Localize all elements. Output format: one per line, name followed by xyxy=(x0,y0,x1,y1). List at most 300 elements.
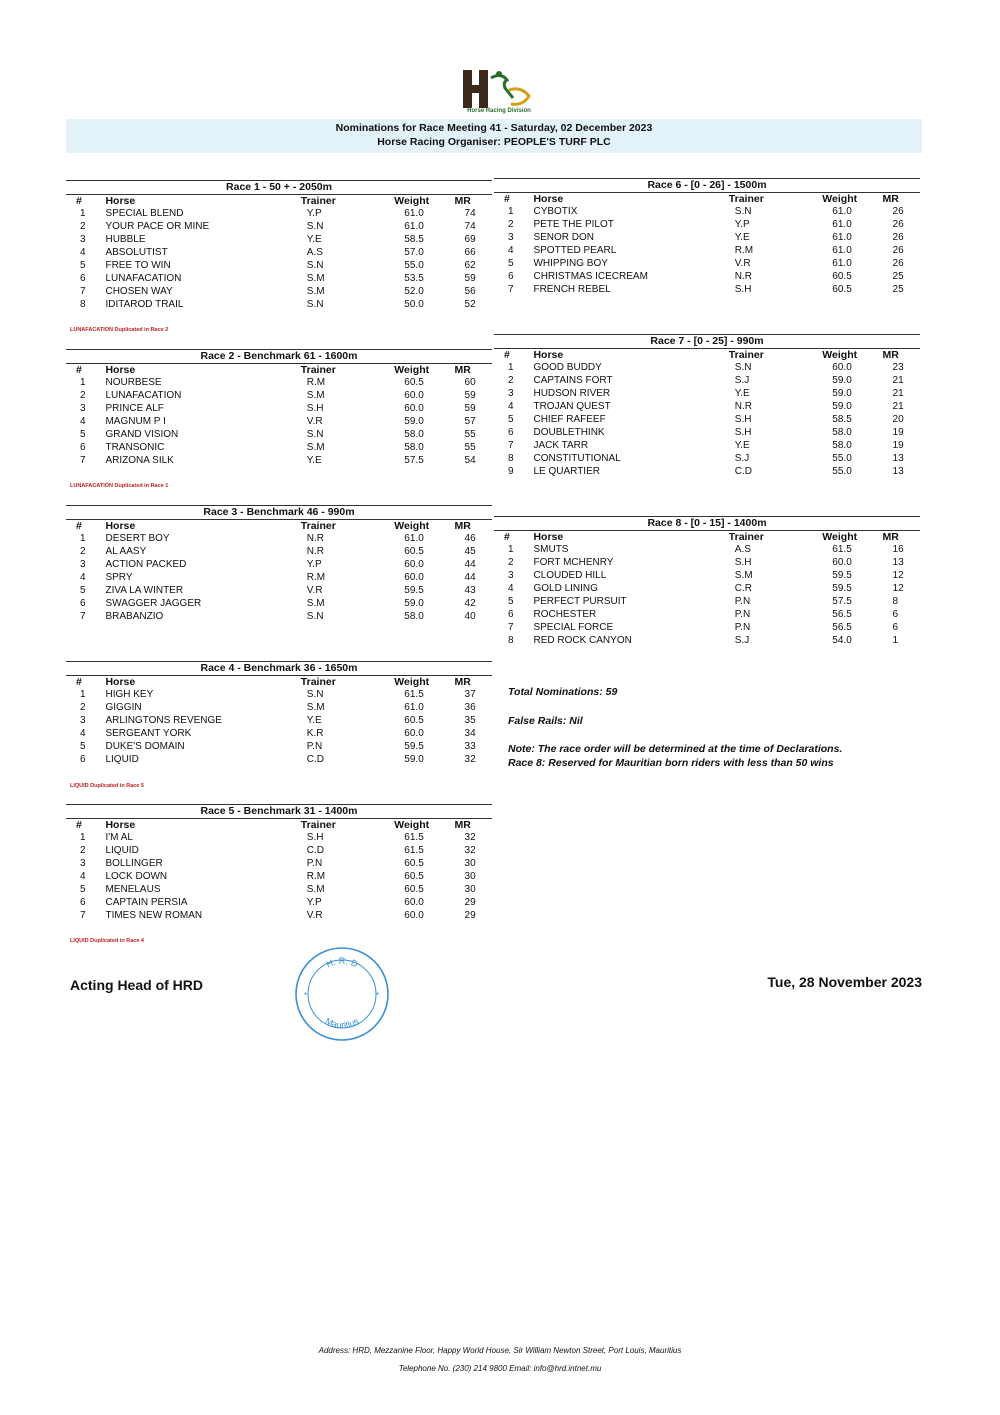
horse-name: LUNAFACATION xyxy=(105,390,182,401)
merit-rating: 13 xyxy=(892,466,904,477)
table-row xyxy=(66,909,492,922)
merit-rating: 74 xyxy=(464,208,476,219)
trainer: S.M xyxy=(306,598,325,609)
trainer: S.N xyxy=(306,689,324,700)
column-header-horse: Horse xyxy=(533,531,564,543)
runner-number: 1 xyxy=(80,689,86,700)
table-row xyxy=(66,584,492,597)
horse-name: FORT MCHENRY xyxy=(533,557,614,568)
weight: 61.0 xyxy=(832,206,852,217)
merit-rating: 25 xyxy=(892,271,904,282)
table-row xyxy=(494,387,920,400)
horse-name: IDITAROD TRAIL xyxy=(105,299,184,310)
horse-name: SMUTS xyxy=(533,544,569,555)
runner-number: 3 xyxy=(80,715,86,726)
trainer: A.S xyxy=(306,247,323,258)
race-4-block xyxy=(66,661,492,766)
merit-rating: 1 xyxy=(892,635,899,646)
merit-rating: 74 xyxy=(464,221,476,232)
horse-name: RED ROCK CANYON xyxy=(533,635,632,646)
horse-name: CONSTITUTIONAL xyxy=(533,453,621,464)
column-header-trainer: Trainer xyxy=(300,364,336,376)
duplicate-note: LIQUID Duplicated in Race 5 xyxy=(70,783,144,789)
weight: 60.5 xyxy=(404,858,424,869)
table-row xyxy=(66,246,492,259)
horse-name: LUNAFACATION xyxy=(105,273,182,284)
trainer: N.R xyxy=(306,533,325,544)
horse-name: SPECIAL BLEND xyxy=(105,208,184,219)
weight: 60.0 xyxy=(832,362,852,373)
merit-rating: 42 xyxy=(464,598,476,609)
runner-number: 3 xyxy=(508,232,514,243)
organiser-title: Horse Racing Organiser: PEOPLE'S TURF PLC xyxy=(377,136,611,148)
weight: 59.0 xyxy=(832,401,852,412)
column-header-weight: Weight xyxy=(394,364,430,376)
weight: 58.0 xyxy=(404,429,424,440)
weight: 61.0 xyxy=(832,258,852,269)
horse-name: JACK TARR xyxy=(533,440,589,451)
merit-rating: 32 xyxy=(464,832,476,843)
table-row xyxy=(494,231,920,244)
column-header-mr: MR xyxy=(454,195,471,207)
race-6-block xyxy=(494,178,920,296)
signatory-title: Acting Head of HRD xyxy=(70,977,203,993)
weight: 61.5 xyxy=(404,845,424,856)
race-title: Race 8 - [0 - 15] - 1400m xyxy=(494,516,920,531)
horse-name: GIGGIN xyxy=(105,702,142,713)
runner-number: 1 xyxy=(508,362,514,373)
table-row xyxy=(66,376,492,389)
horse-name: CLOUDED HILL xyxy=(533,570,607,581)
runner-number: 3 xyxy=(80,559,86,570)
merit-rating: 26 xyxy=(892,232,904,243)
merit-rating: 12 xyxy=(892,570,904,581)
table-header-row xyxy=(494,349,920,361)
table-row xyxy=(66,883,492,896)
column-header-horse: Horse xyxy=(105,520,136,532)
table-row xyxy=(494,465,920,478)
race-table xyxy=(66,676,492,766)
column-header-mr: MR xyxy=(882,531,899,543)
runner-number: 1 xyxy=(508,544,514,555)
column-header-num: # xyxy=(76,364,82,376)
weight: 59.0 xyxy=(404,754,424,765)
merit-rating: 40 xyxy=(464,611,476,622)
merit-rating: 44 xyxy=(464,559,476,570)
runner-number: 2 xyxy=(508,375,514,386)
trainer: S.N xyxy=(734,206,752,217)
trainer: P.N xyxy=(306,858,323,869)
merit-rating: 16 xyxy=(892,544,904,555)
trainer: S.M xyxy=(306,273,325,284)
column-header-weight: Weight xyxy=(394,195,430,207)
svg-text:Mauritius xyxy=(324,1016,361,1030)
weight: 59.5 xyxy=(832,570,852,581)
runner-number: 2 xyxy=(80,546,86,557)
weight: 60.0 xyxy=(404,572,424,583)
weight: 57.0 xyxy=(404,247,424,258)
table-row xyxy=(66,727,492,740)
weight: 60.0 xyxy=(404,728,424,739)
trainer: C.R xyxy=(734,583,753,594)
weight: 59.5 xyxy=(404,741,424,752)
column-header-horse: Horse xyxy=(533,193,564,205)
merit-rating: 55 xyxy=(464,442,476,453)
table-row xyxy=(66,701,492,714)
weight: 55.0 xyxy=(832,453,852,464)
runner-number: 6 xyxy=(80,442,86,453)
trainer: S.H xyxy=(734,414,752,425)
column-header-weight: Weight xyxy=(394,520,430,532)
trainer: S.M xyxy=(306,390,325,401)
table-row xyxy=(66,207,492,220)
race-8-block xyxy=(494,516,920,647)
race-table xyxy=(66,195,492,311)
column-header-weight: Weight xyxy=(822,349,858,361)
race-2-block xyxy=(66,349,492,467)
table-row xyxy=(66,714,492,727)
runner-number: 4 xyxy=(508,583,514,594)
svg-text:*: * xyxy=(376,991,380,1000)
horse-name: LE QUARTIER xyxy=(533,466,600,477)
runner-number: 2 xyxy=(508,557,514,568)
horse-name: WHIPPING BOY xyxy=(533,258,608,269)
table-row xyxy=(66,220,492,233)
table-row xyxy=(66,753,492,766)
merit-rating: 30 xyxy=(464,884,476,895)
weight: 61.0 xyxy=(404,208,424,219)
duplicate-note: LUNAFACATION Duplicated in Race 2 xyxy=(70,327,169,333)
trainer: N.R xyxy=(734,401,753,412)
merit-rating: 26 xyxy=(892,206,904,217)
runner-number: 4 xyxy=(80,728,86,739)
runner-number: 2 xyxy=(80,702,86,713)
merit-rating: 8 xyxy=(892,596,899,607)
table-row xyxy=(66,402,492,415)
column-header-num: # xyxy=(504,531,510,543)
runner-number: 6 xyxy=(80,598,86,609)
column-header-weight: Weight xyxy=(822,531,858,543)
table-row xyxy=(66,272,492,285)
trainer: N.R xyxy=(734,271,753,282)
merit-rating: 36 xyxy=(464,702,476,713)
merit-rating: 32 xyxy=(464,845,476,856)
table-row xyxy=(66,233,492,246)
column-header-num: # xyxy=(504,349,510,361)
column-header-trainer: Trainer xyxy=(300,676,336,688)
runner-number: 1 xyxy=(80,208,86,219)
merit-rating: 43 xyxy=(464,585,476,596)
logo-caption: Horse Racing Division xyxy=(467,108,531,114)
horse-name: LOCK DOWN xyxy=(105,871,168,882)
total-nominations: Total Nominations: 59 xyxy=(508,686,618,698)
trainer: Y.P xyxy=(306,208,322,219)
weight: 61.0 xyxy=(832,245,852,256)
trainer: R.M xyxy=(306,572,326,583)
table-row xyxy=(494,283,920,296)
merit-rating: 59 xyxy=(464,273,476,284)
runner-number: 4 xyxy=(80,572,86,583)
runner-number: 5 xyxy=(508,596,514,607)
weight: 61.0 xyxy=(832,232,852,243)
horse-name: HUDSON RIVER xyxy=(533,388,611,399)
weight: 60.0 xyxy=(404,390,424,401)
table-row xyxy=(66,597,492,610)
merit-rating: 20 xyxy=(892,414,904,425)
runner-number: 1 xyxy=(80,377,86,388)
trainer: S.M xyxy=(734,570,753,581)
weight: 60.5 xyxy=(832,271,852,282)
merit-rating: 19 xyxy=(892,440,904,451)
runner-number: 5 xyxy=(508,258,514,269)
horse-name: CAPTAIN PERSIA xyxy=(105,897,188,908)
false-rails: False Rails: Nil xyxy=(508,715,583,727)
race-table xyxy=(66,520,492,623)
runner-number: 3 xyxy=(80,403,86,414)
stamp-bottom-text: Mauritius xyxy=(323,1015,361,1031)
runner-number: 2 xyxy=(508,219,514,230)
column-header-num: # xyxy=(76,819,82,831)
merit-rating: 21 xyxy=(892,375,904,386)
runner-number: 3 xyxy=(508,388,514,399)
horse-name: CHIEF RAFEEF xyxy=(533,414,606,425)
race-table xyxy=(66,364,492,467)
table-header-row xyxy=(66,676,492,688)
trainer: P.N xyxy=(734,596,751,607)
table-row xyxy=(494,621,920,634)
trainer: S.H xyxy=(734,284,752,295)
trainer: S.J xyxy=(734,375,750,386)
column-header-mr: MR xyxy=(454,819,471,831)
table-row xyxy=(66,870,492,883)
horse-name: SWAGGER JAGGER xyxy=(105,598,202,609)
document-date: Tue, 28 November 2023 xyxy=(767,974,922,990)
trainer: P.N xyxy=(734,609,751,620)
weight: 60.5 xyxy=(404,715,424,726)
merit-rating: 19 xyxy=(892,427,904,438)
table-row xyxy=(494,400,920,413)
weight: 60.5 xyxy=(832,284,852,295)
horse-name: SENOR DON xyxy=(533,232,595,243)
merit-rating: 26 xyxy=(892,245,904,256)
merit-rating: 45 xyxy=(464,546,476,557)
trainer: S.M xyxy=(306,286,325,297)
race8-note: Race 8: Reserved for Mauritian born riders with less than 50 wins xyxy=(508,757,834,769)
horse-name: GOOD BUDDY xyxy=(533,362,602,373)
horse-name: ABSOLUTIST xyxy=(105,247,168,258)
svg-text:*: * xyxy=(304,991,308,1000)
merit-rating: 66 xyxy=(464,247,476,258)
runner-number: 8 xyxy=(80,299,86,310)
race-title: Race 2 - Benchmark 61 - 1600m xyxy=(66,349,492,364)
horse-name: CHOSEN WAY xyxy=(105,286,173,297)
table-row xyxy=(66,831,492,844)
weight: 52.0 xyxy=(404,286,424,297)
race-title: Race 4 - Benchmark 36 - 1650m xyxy=(66,661,492,676)
runner-number: 2 xyxy=(80,390,86,401)
column-header-trainer: Trainer xyxy=(300,819,336,831)
weight: 60.5 xyxy=(404,546,424,557)
runner-number: 6 xyxy=(80,273,86,284)
runner-number: 6 xyxy=(80,754,86,765)
weight: 60.0 xyxy=(404,897,424,908)
table-row xyxy=(494,413,920,426)
table-header-row xyxy=(66,520,492,532)
weight: 61.5 xyxy=(404,832,424,843)
horse-name: TROJAN QUEST xyxy=(533,401,611,412)
race-title: Race 3 - Benchmark 46 - 990m xyxy=(66,505,492,520)
column-header-horse: Horse xyxy=(105,819,136,831)
trainer: S.N xyxy=(306,221,324,232)
weight: 60.5 xyxy=(404,884,424,895)
runner-number: 7 xyxy=(80,611,86,622)
horse-name: FREE TO WIN xyxy=(105,260,171,271)
horse-name: LIQUID xyxy=(105,845,139,856)
runner-number: 7 xyxy=(508,440,514,451)
trainer: S.M xyxy=(306,884,325,895)
merit-rating: 21 xyxy=(892,388,904,399)
merit-rating: 35 xyxy=(464,715,476,726)
weight: 59.5 xyxy=(832,583,852,594)
weight: 60.5 xyxy=(404,871,424,882)
table-row xyxy=(66,740,492,753)
weight: 58.0 xyxy=(832,440,852,451)
weight: 57.5 xyxy=(832,596,852,607)
horse-name: PERFECT PURSUIT xyxy=(533,596,627,607)
horse-name: MAGNUM P I xyxy=(105,416,166,427)
meeting-title: Nominations for Race Meeting 41 - Saturday, 02 December 2023 xyxy=(335,122,653,134)
runner-number: 1 xyxy=(508,206,514,217)
merit-rating: 55 xyxy=(464,429,476,440)
horse-name: DESERT BOY xyxy=(105,533,170,544)
column-header-horse: Horse xyxy=(105,195,136,207)
column-header-num: # xyxy=(504,193,510,205)
merit-rating: 12 xyxy=(892,583,904,594)
race-7-block xyxy=(494,334,920,478)
footer-address: Address: HRD, Mezzanine Floor, Happy World House, Sir William Newton Street, Port Louis, Mauritius xyxy=(318,1346,682,1355)
trainer: P.N xyxy=(306,741,323,752)
trainer: S.N xyxy=(306,429,324,440)
runner-number: 7 xyxy=(508,622,514,633)
horse-name: LIQUID xyxy=(105,754,139,765)
runner-number: 8 xyxy=(508,635,514,646)
column-header-horse: Horse xyxy=(533,349,564,361)
trainer: S.H xyxy=(734,557,752,568)
race-table xyxy=(66,819,492,922)
runner-number: 4 xyxy=(80,416,86,427)
weight: 59.0 xyxy=(832,388,852,399)
weight: 59.0 xyxy=(404,598,424,609)
weight: 60.0 xyxy=(404,559,424,570)
table-row xyxy=(66,844,492,857)
merit-rating: 23 xyxy=(892,362,904,373)
trainer: Y.P xyxy=(734,219,750,230)
column-header-weight: Weight xyxy=(394,676,430,688)
runner-number: 7 xyxy=(80,286,86,297)
column-header-horse: Horse xyxy=(105,676,136,688)
runner-number: 5 xyxy=(80,585,86,596)
table-row xyxy=(66,896,492,909)
title-banner xyxy=(66,119,922,153)
horse-name: ACTION PACKED xyxy=(105,559,187,570)
column-header-trainer: Trainer xyxy=(728,531,764,543)
trainer: R.M xyxy=(734,245,754,256)
merit-rating: 6 xyxy=(892,622,899,633)
duplicate-note: LUNAFACATION Duplicated in Race 1 xyxy=(70,483,169,489)
trainer: Y.E xyxy=(306,455,322,466)
runner-number: 5 xyxy=(80,429,86,440)
weight: 58.5 xyxy=(404,234,424,245)
column-header-trainer: Trainer xyxy=(300,520,336,532)
table-row xyxy=(66,857,492,870)
footer-contact: Telephone No. (230) 214 9800 Email: info@hrd.intnet.mu xyxy=(398,1364,602,1373)
table-row xyxy=(494,218,920,231)
trainer: Y.E xyxy=(734,232,750,243)
table-row xyxy=(494,556,920,569)
column-header-weight: Weight xyxy=(822,193,858,205)
runner-number: 5 xyxy=(508,414,514,425)
horse-name: FRENCH REBEL xyxy=(533,284,611,295)
table-row xyxy=(494,361,920,374)
horse-name: SPRY xyxy=(105,572,133,583)
runner-number: 6 xyxy=(508,609,514,620)
merit-rating: 26 xyxy=(892,219,904,230)
race-title: Race 7 - [0 - 25] - 990m xyxy=(494,334,920,349)
trainer: S.J xyxy=(734,635,750,646)
weight: 56.5 xyxy=(832,609,852,620)
table-row xyxy=(494,543,920,556)
runner-number: 8 xyxy=(508,453,514,464)
trainer: R.M xyxy=(306,377,326,388)
horse-name: ROCHESTER xyxy=(533,609,597,620)
merit-rating: 25 xyxy=(892,284,904,295)
table-row xyxy=(66,688,492,701)
merit-rating: 59 xyxy=(464,403,476,414)
table-row xyxy=(66,389,492,402)
table-row xyxy=(66,545,492,558)
merit-rating: 30 xyxy=(464,858,476,869)
weight: 56.5 xyxy=(832,622,852,633)
race-title: Race 6 - [0 - 26] - 1500m xyxy=(494,178,920,193)
race-table xyxy=(494,193,920,296)
table-row xyxy=(494,582,920,595)
runner-number: 4 xyxy=(80,871,86,882)
weight: 57.5 xyxy=(404,455,424,466)
runner-number: 1 xyxy=(80,533,86,544)
table-row xyxy=(494,634,920,647)
table-header-row xyxy=(66,364,492,376)
column-header-weight: Weight xyxy=(394,819,430,831)
merit-rating: 13 xyxy=(892,557,904,568)
trainer: V.R xyxy=(734,258,751,269)
trainer: Y.P xyxy=(306,897,322,908)
race-table xyxy=(494,531,920,647)
table-row xyxy=(66,298,492,311)
horse-name: TIMES NEW ROMAN xyxy=(105,910,203,921)
merit-rating: 34 xyxy=(464,728,476,739)
horse-name: GOLD LINING xyxy=(533,583,598,594)
horse-name: ARLINGTONS REVENGE xyxy=(105,715,222,726)
column-header-mr: MR xyxy=(454,520,471,532)
table-row xyxy=(494,374,920,387)
weight: 61.0 xyxy=(404,533,424,544)
trainer: V.R xyxy=(306,585,323,596)
table-row xyxy=(66,259,492,272)
column-header-trainer: Trainer xyxy=(728,193,764,205)
weight: 61.5 xyxy=(832,544,852,555)
trainer: Y.E xyxy=(734,440,750,451)
trainer: N.R xyxy=(306,546,325,557)
